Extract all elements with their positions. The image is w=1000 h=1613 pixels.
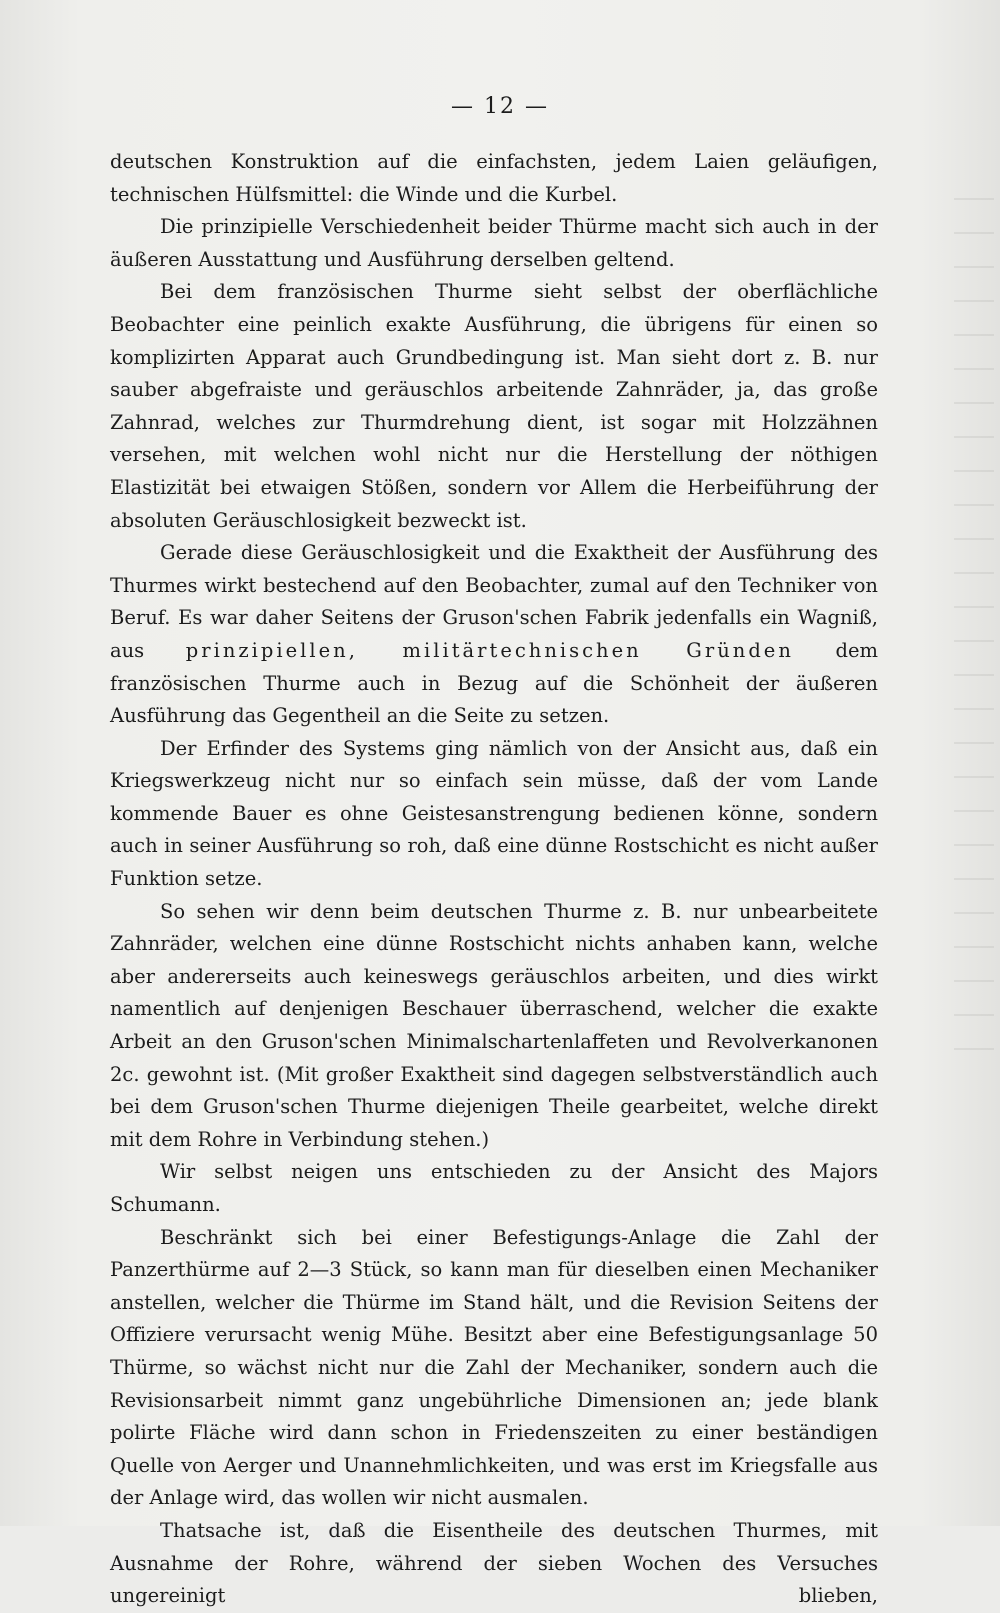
- paragraph-continues: Thatsache ist, daß die Eisentheile des deutschen Thurmes, mit Ausnahme der Rohre, während der sieben Wochen des Versuches ungereinigt blieben,: [110, 1518, 878, 1608]
- paragraph: Die prinzipielle Verschiedenheit beider Thürme macht sich auch in der äußeren Ausstattung und Ausführung derselben geltend.: [110, 215, 878, 271]
- paragraph: Bei dem französischen Thurme sieht selbst der oberflächliche Beobachter eine peinlich exakte Ausführung, die übrigens für einen so komplizirten Apparat auch Grundbedingung ist. Man sieht dort z. B. nur sauber abgefraiste und geräuschlos arbeitende Zahnräder, ja, das große Zahnrad, welches zur Thurmdrehung dient, ist sogar mit Holzzähnen versehen, mit welchen wohl nicht nur die Herstellung der nöthigen Elastizität bei etwaigen Stößen, sondern vor Allem die Herbeiführung der absoluten Geräuschlosigkeit bezweckt ist.: [110, 280, 878, 532]
- show-through-text: [954, 170, 994, 1070]
- paragraph: Wir selbst neigen uns entschieden zu der Ansicht des Majors Schumann.: [110, 1160, 878, 1216]
- paragraph-continuation: deutschen Konstruktion auf die einfachsten, jedem Laien geläufigen, technischen Hülfsmittel: die Winde und die Kurbel.: [110, 150, 878, 206]
- emphasized-text: prinzipiellen, militärtechnischen Gründen: [185, 638, 794, 662]
- paragraph: Beschränkt sich bei einer Befestigungs-Anlage die Zahl der Panzerthürme auf 2—3 Stück, so kann man für dieselben einen Mechaniker anstellen, welcher die Thürme im Stand hält, und die Revision Seitens der Offiziere verursacht wenig Mühe. Besitzt aber eine Befestigungsanlage 50 Thürme, so wächst nicht nur die Zahl der Mechaniker, sondern auch die Revisionsarbeit nimmt ganz ungebührliche Dimensionen an; jede blank polirte Fläche wird dann schon in Friedenszeiten zu einer beständigen Quelle von Aerger und Unannehmlichkeiten, und was erst im Kriegsfalle aus der Anlage wird, das wollen wir nicht ausmalen.: [110, 1225, 878, 1510]
- paragraph: So sehen wir denn beim deutschen Thurme z. B. nur unbearbeitete Zahnräder, welchen eine dünne Rostschicht nichts anhaben kann, welche aber andererseits auch keineswegs geräuschlos arbeiten, und dies wirkt namentlich auf denjenigen Beschauer überraschend, welcher die exakte Arbeit an den Gruson'schen Minimalschartenlaffeten und Revolverkanonen 2c. gewohnt ist. (Mit großer Exaktheit sind dagegen selbstverständlich auch bei dem Gruson'schen Thurme diejenigen Theile gearbeitet, welche direkt mit dem Rohre in Verbindung stehen.): [110, 899, 878, 1151]
- paragraph-text: Gerade diese Geräuschlosigkeit und die Exaktheit der Ausführung des Thurmes wirkt bestechend auf den Beobachter, zumal auf den Techniker von Beruf. Es war daher Seitens der Gruson'schen Fabrik jedenfalls ein Wagniß, aus: [110, 541, 878, 662]
- paragraph: Der Erfinder des Systems ging nämlich von der Ansicht aus, daß ein Kriegswerkzeug nicht nur so einfach sein müsse, daß der vom Lande kommende Bauer es ohne Geistesanstrengung bedienen könne, sondern auch in seiner Ausführung so roh, daß eine dünne Rostschicht es nicht außer Funktion setze.: [110, 736, 878, 891]
- paragraph: [110, 537, 878, 733]
- page-number: — 12 —: [451, 94, 549, 119]
- body-text: [110, 146, 878, 1613]
- paragraph-text: dem französischen Thurme auch in Bezug auf die Schönheit der äußeren Ausführung das Gegentheil an die Seite zu setzen.: [110, 638, 878, 728]
